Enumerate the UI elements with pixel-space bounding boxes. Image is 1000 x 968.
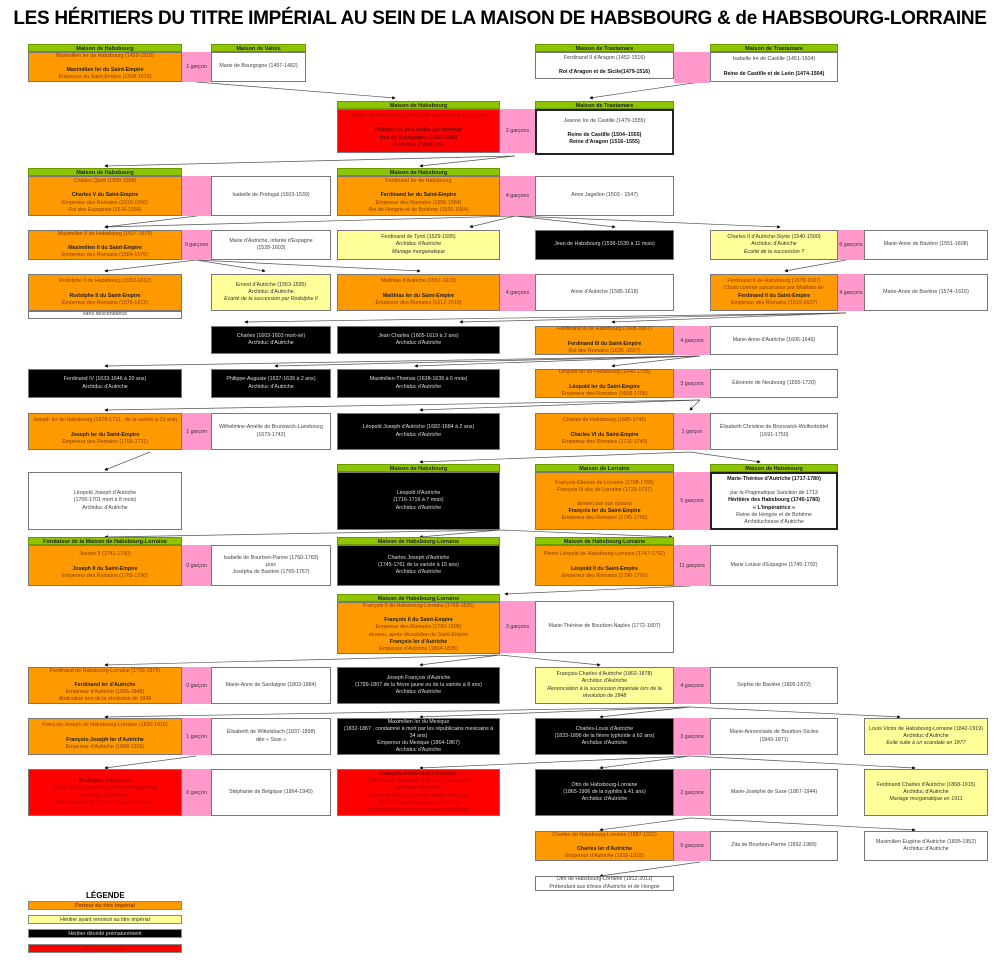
title: Archiduc d'Autriche xyxy=(248,383,294,390)
node-marie-louise-espagne xyxy=(710,545,838,586)
birth-name: Charles (1603-1603 mort-né) xyxy=(236,332,306,339)
title: Archiduc d'Autriche xyxy=(248,340,294,346)
birth-name: Léopold d'Autriche xyxy=(396,490,441,497)
regnal-name: Ferdinand III du Saint-Empire xyxy=(567,340,642,347)
dates: (1691-1750) xyxy=(759,431,789,438)
birth-name: Ernest d'Autriche (1553-1595) xyxy=(235,281,307,288)
house-header: Maison de Habsbourg xyxy=(337,101,500,109)
children-count-blank xyxy=(674,52,710,83)
regnal-name: Maximilien II du Saint-Empire xyxy=(68,245,142,251)
node-elisabeth-christine xyxy=(710,413,838,450)
title: Archiduc d'Autriche xyxy=(903,732,949,739)
spouse-name: Marie-Anne de Sardaigne (1803-1884) xyxy=(225,681,317,688)
title: Roi de Hongrie et de Bohême (1526-1564) xyxy=(368,206,469,213)
dates: (1799-1807 de la fièvre jaune ou de la variole à 8 ans) xyxy=(355,681,482,688)
spouse-name: Isabelle de Bourbon-Parme (1760-1763) xyxy=(223,554,319,561)
birth-name: Joseph Ier de Habsbourg (1678-1711 , de la variole à 33 ans) xyxy=(32,417,178,424)
title: Empereur des Romains (1556-1564) xyxy=(375,199,462,206)
regnal-name: François-Joseph Ier d'Autriche xyxy=(66,736,144,743)
title: Empereur d'Autriche (1835-1848) xyxy=(65,689,145,696)
node-ferdinand-iv xyxy=(28,369,182,398)
regnal-name: Rodolphe II du Saint-Empire xyxy=(69,292,141,299)
node-leopold-joseph-1700 xyxy=(28,472,182,530)
title: Empereur des Romains (1576-1612) xyxy=(62,299,148,306)
birth-name: Louis Victor de Habsbourg-Lorraine (1842-1919) xyxy=(869,725,983,732)
title: Archiduc d'Autriche xyxy=(248,288,294,295)
birth-name: Charles Quint (1500-1558) xyxy=(73,178,137,185)
title: Empereur des Romains (1658-1705) xyxy=(561,390,648,397)
node-marie-anne-baviere-1574 xyxy=(864,274,988,311)
node-charles-1603 xyxy=(211,326,331,354)
note: Abdication lors de la révolution de 1848 xyxy=(58,696,152,703)
birth-name: Léopold Ier de Habsbourg (1640-1705) xyxy=(558,369,651,376)
regnal-name: Charles V du Saint-Empire xyxy=(71,192,139,199)
descendant-note: sans descendance xyxy=(28,311,182,319)
birth-name: Rodolphe II de Habsbourg (1552-1612) xyxy=(58,278,152,285)
house-header: Maison de Habsbourg xyxy=(337,168,500,176)
title: Archiduc d'Autriche xyxy=(903,846,949,852)
title: Archiduc d'Autriche xyxy=(395,569,442,576)
title: Reine de Hongrie et de Bohême xyxy=(736,511,812,518)
title: Archiduc d'Autriche xyxy=(395,340,442,346)
birth-name: Charles de Habsbourg-Lorraine (1887-1922) xyxy=(552,831,657,838)
children-count: 3 garçons xyxy=(674,718,710,755)
spouse-name: Isabelle de Portugal (1503-1539) xyxy=(232,192,310,199)
birth-name: Joseph II (1741-1790) xyxy=(79,551,131,558)
birth-name: Joseph François d'Autriche xyxy=(386,674,451,681)
node-maximilien-eugene xyxy=(864,831,988,861)
title: Archiduc d'Autriche xyxy=(903,788,949,795)
dates: (1528-1603) xyxy=(256,245,286,251)
children-count: 1 garçon xyxy=(182,413,211,450)
legend-title: LÉGENDE xyxy=(86,891,125,900)
node-ernest-autriche xyxy=(211,274,331,311)
title: Archiduc d'Autriche xyxy=(82,792,128,799)
title: Archiduchesse d'Autriche xyxy=(744,518,804,525)
dates: (1863-1914 assassiné à 50 ans à Sarajevo) xyxy=(367,778,470,785)
birth-name: Charles-Louis d'Autriche xyxy=(575,725,634,732)
node-otto-1912 xyxy=(535,876,674,891)
spouse-name: Josépha de Bavière (1765-1767) xyxy=(232,569,310,576)
birth-name: Charles II d'Autriche-Styrie (1540-1590) xyxy=(727,234,821,241)
regnal-name: Philippe Ier de Castille par mariage xyxy=(374,127,463,134)
house-header: Maison de Valois xyxy=(211,44,306,52)
spouse-name: Marie-Anne de Bavière (1551-1608) xyxy=(883,241,969,248)
note: Son mariage morganatique écarte xyxy=(378,799,459,806)
nickname: « L'Impératrice » xyxy=(753,504,795,511)
house-header: Maison de Habsbourg xyxy=(28,168,182,176)
children-count: 0 garçon xyxy=(182,769,211,816)
spouse-name: Wilhelmine-Amélie de Brunswick-Lunebourg xyxy=(219,424,323,431)
title: Archiduc d'Autriche xyxy=(82,383,128,390)
node-maximilien-ii xyxy=(28,230,182,260)
title: Archiduc d'Autriche xyxy=(395,689,442,696)
node-joseph-i xyxy=(28,413,182,450)
title: Empereur d'Autriche (1848-1916) xyxy=(65,743,145,750)
title: Empereur d'Autriche (1916-1918) xyxy=(565,853,644,860)
title: Empereur du Saint-Empire (1508-1519) xyxy=(58,74,152,81)
chart-title: LES HÉRITIERS DU TITRE IMPÉRIAL AU SEIN DE LA MAISON DE HABSBOURG & de HABSBOURG-LORRAINE xyxy=(13,8,987,29)
birth-name: Ferdinand Ier de Habsbourg xyxy=(385,178,452,185)
dates: (1673-1742) xyxy=(256,431,286,438)
node-charles-louis xyxy=(535,718,674,755)
note: devenu, après dissolution du Saint-Empire xyxy=(368,631,469,638)
title: Archiduc d'Autriche xyxy=(395,383,442,390)
spouse-name: Anne d'Autriche (1585-1618) xyxy=(570,288,639,295)
birth-name: Ferdinand de Tyrol (1529-1595) xyxy=(381,234,456,241)
node-wilhelmine-amelie xyxy=(211,413,331,450)
regnal-name: Léopold II du Saint-Empire xyxy=(570,565,639,572)
birth-name: Charles Joseph d'Autriche xyxy=(387,554,450,561)
children-count: 4 garçons xyxy=(838,274,864,311)
spouse-name: Marie-Anne d'Autriche (1606-1646) xyxy=(732,336,816,343)
birth-name: François-Joseph de Habsbourg-Lorraine (1830-1916) xyxy=(42,722,168,729)
children-count: 2 garçons xyxy=(500,109,535,153)
regnal-name: Ferdinand II du Saint-Empire xyxy=(737,292,811,299)
node-francois-i xyxy=(535,464,674,530)
node-marie-autriche-infante xyxy=(211,230,331,260)
node-charles-ii-styrie xyxy=(710,230,838,260)
note: Mariage morganatique en 1911 xyxy=(889,796,963,803)
house-header: Maison de Trastamare xyxy=(535,44,674,52)
regnal-name: François Ier d'Autriche xyxy=(389,638,448,645)
regnal-name: Charles Ier d'Autriche xyxy=(577,846,632,852)
title: Empereur des Romains (1519-1556) xyxy=(62,199,148,206)
node-eleonore-neubourg xyxy=(710,369,838,398)
node-francois-ii xyxy=(337,594,500,654)
note: Mariage morganatique xyxy=(392,248,445,255)
title: Archiduc d'Autriche xyxy=(82,504,128,511)
title: François III duc de Lorraine (1729-1737) xyxy=(557,486,652,493)
note: Exilé suite à un scandale en 1877 xyxy=(886,740,966,747)
spouse-name: Élisabeth de Wittelsbach (1837-1898) xyxy=(226,729,316,736)
birth-name: Maximilien Eugène d'Autriche (1895-1952) xyxy=(876,838,976,845)
title: Empereur des Romains (1711-1740) xyxy=(561,438,648,445)
node-rodolphe-mayerling xyxy=(28,769,182,816)
node-leopold-i xyxy=(535,369,674,398)
node-francois-ferdinand xyxy=(337,769,500,816)
children-count: 4 garçons xyxy=(674,667,710,704)
node-marie-therese xyxy=(710,464,838,530)
birth-name: François-Charles d'Autriche (1802-1878) xyxy=(556,671,653,678)
legend-item-died-early: Héritier décédé prématurément xyxy=(28,929,182,938)
node-philippe-le-beau xyxy=(337,101,500,153)
spouse-name: Sophie de Bavière (1805-1872) xyxy=(737,681,811,688)
spouse-name: Anne Jagellon (1503 - 1547) xyxy=(571,192,638,199)
title: Empereur des Romains (1612-1619) xyxy=(375,299,462,306)
title: Prétendant aux trônes d'Autriche et de Hongrie xyxy=(549,883,660,890)
node-marie-de-bourgogne xyxy=(211,44,306,82)
birth-name: Isabelle Ire de Castille (1451-1504) xyxy=(732,56,816,63)
birth-name: Rodolphe d'Autriche xyxy=(79,778,131,785)
children-count: 1 garçon xyxy=(182,718,211,755)
title: Empereur des Romains (1705-1711) xyxy=(62,438,148,445)
title: Reine d'Aragon (1516–1555) xyxy=(569,139,640,146)
children-count: 11 garçons xyxy=(674,545,710,586)
birth-name: Ferdinand IV (1633-1646 à 20 ans) xyxy=(63,376,147,383)
birth-name: François-Étienne de Lorraine (1708-1765) xyxy=(555,479,654,486)
note: puis xyxy=(266,561,276,568)
node-ferdinand-ii-aragon xyxy=(535,44,674,79)
birth-name: Ferdinand de Habsbourg-Lorraine (1793-1875) xyxy=(49,667,161,674)
birth-name: Léopold Joseph d'Autriche xyxy=(73,490,137,497)
regnal-name: Matthias Ier du Saint-Empire xyxy=(382,292,455,299)
node-charles-i-autriche xyxy=(535,831,674,861)
house-header: Maison de Habsbourg-Lorraine xyxy=(535,537,674,545)
node-jean-habsbourg xyxy=(535,230,674,260)
children-count: 0 garçon xyxy=(182,545,211,586)
title: Empereur des Romains (1765-1790) xyxy=(62,572,148,579)
title: Archiduc d'Autriche xyxy=(581,740,628,747)
title: Héritière des Habsbourg (1740-1780) xyxy=(728,497,820,504)
dates: (1858-1889 assassiné à 30 ans à Mayerling) xyxy=(52,785,158,792)
birth-name: Ferdinand II de Habsbourg (1578-1637) xyxy=(727,278,821,285)
birth-name: Maximilien II de Habsbourg (1527-1576) xyxy=(57,230,153,237)
title: Roi des Espagnes (1516-1556) xyxy=(68,206,142,213)
house-header: Maison de Trastamare xyxy=(710,44,838,52)
title: Archiduc d'Autriche xyxy=(395,504,442,511)
birth-name: Jean Charles (1605-1619 à 2 ans) xyxy=(378,332,459,339)
title: Archiduc d'Autriche xyxy=(393,141,444,148)
house-header: Maison de Habsbourg xyxy=(710,464,838,472)
legend-item-assassinated: Héritier assassiné xyxy=(28,944,182,953)
dates: (1843-1871) xyxy=(759,736,789,743)
node-leopold-1716 xyxy=(337,464,500,530)
children-count-blank xyxy=(182,176,211,216)
title: Archiduc d'Autriche xyxy=(751,241,797,248)
spouse-name: Marie-Josèphe de Saxe (1867-1944) xyxy=(730,788,818,795)
birth-name: Jeanne Ire de Castille (1479-1555) xyxy=(563,117,646,124)
title: Reine de Castille (1504–1555) xyxy=(567,132,642,138)
spouse-name: Stéphanie de Belgique (1864-1945) xyxy=(229,788,313,795)
node-joseph-ii xyxy=(28,537,182,586)
dates: (1832-1867 , condamné à mort par les républicains mexicains à xyxy=(343,725,494,732)
regnal-name: Ferdinand Ier d'Autriche xyxy=(74,681,136,688)
regnal-name: Joseph Ier du Saint-Empire xyxy=(70,431,140,438)
dates: 34 ans) xyxy=(409,732,428,739)
children-count: 3 garçons xyxy=(500,601,535,653)
note: devenu par son épouse xyxy=(576,501,633,507)
regnal-name: Maximilien Ier du Saint-Empire xyxy=(66,67,144,73)
note: Choisi comme successeur par Matthias Ier xyxy=(723,285,825,292)
node-anne-jagellon xyxy=(535,176,674,216)
spouse-name: Marie d'Autriche, infante d'Espagne xyxy=(229,237,313,244)
title: Archiduc d'Autriche xyxy=(581,796,628,803)
regnal-name: Charles VI du Saint-Empire xyxy=(570,431,639,438)
node-marie-josephe-saxe xyxy=(710,769,838,816)
birth-name: François II de Habsbourg-Lorraine (1768-1835) xyxy=(362,603,474,610)
children-count: 9 garçons xyxy=(182,230,211,260)
node-marie-anne-baviere-1551 xyxy=(864,230,988,260)
birth-name: Matthias d'Autriche (1557-1619) xyxy=(380,278,457,285)
spouse-name: Zita de Bourbon-Parme (1892-1989) xyxy=(731,842,817,849)
node-charles-joseph xyxy=(337,537,500,586)
children-count: 5 garçons xyxy=(674,472,710,530)
title: Empereur des Romains (1619-1637) xyxy=(731,299,817,306)
node-isabelle-bourbon-parme xyxy=(211,545,331,586)
node-louis-victor xyxy=(864,718,988,755)
legend-item-renounced: Héritier ayant renoncé au titre impérial xyxy=(28,915,182,924)
node-isabelle-portugal xyxy=(211,176,331,216)
spouse-name: Marie-Annonciade de Bourbon-Siciles xyxy=(729,729,819,736)
node-rodolphe-ii xyxy=(28,274,182,319)
nickname: dite « Sissi » xyxy=(255,736,287,743)
spouse-name: Marie-Anne de Bavière (1574–1616) xyxy=(883,288,969,295)
title: Roi des Romains (1636 -1657) xyxy=(568,347,641,354)
spouse-name: Éléonore de Neubourg (1655-1720) xyxy=(732,379,816,386)
regnal-name: Joseph II du Saint-Empire xyxy=(72,565,138,572)
title: Prince héritier de l'Empire austro-hongrois xyxy=(369,792,468,799)
note: sa descendance de la succession impériale xyxy=(367,806,470,813)
node-philippe-auguste xyxy=(211,369,331,398)
legend-item-emperor: Porteur du titre impérial xyxy=(28,901,182,910)
title: Empereur des Romains (1790-1792) xyxy=(561,572,648,579)
children-count: 4 garçons xyxy=(500,274,535,311)
dates: (1700-1701 mort à 8 mois) xyxy=(73,497,137,504)
birth-name: François-Ferdinand d'Autriche xyxy=(380,771,457,778)
birth-name: Marie-Thérèse d'Autriche (1717-1780) xyxy=(727,476,821,482)
node-zita xyxy=(710,831,838,861)
spouse-name: Marie de Bourgogne (1457-1482) xyxy=(219,63,298,70)
note: révolution de 1848 xyxy=(582,692,627,699)
house-header: Maison de Habsbourg xyxy=(28,44,182,52)
title: Empereur du Mexique (1864-1867) xyxy=(377,740,460,747)
title: Archiduc d'Autriche xyxy=(395,785,442,792)
spouse-name: Marie-Thérèse de Bourbon-Naples (1772-1807) xyxy=(548,623,661,630)
node-ferdinand-iii xyxy=(535,326,674,355)
dates: (1833-1896 de la fièvre typhoïde à 62 ans) xyxy=(554,732,655,739)
title: Empereur des Romains (1564-1576) xyxy=(62,252,148,259)
dates: (1716-1716 à 7 mois) xyxy=(393,497,444,504)
title: Prince héritier de l'Empire austro-hongrois xyxy=(55,799,155,806)
children-count: 3 garçons xyxy=(674,369,710,398)
birth-name: Maximilien-Thomas (1638-1639 à 6 mois) xyxy=(369,376,468,383)
node-francois-joseph xyxy=(28,718,182,755)
node-anne-autriche-1585 xyxy=(535,274,674,311)
house-header: Fondateur de la Maison de Habsbourg-Lorraine xyxy=(28,537,182,545)
node-marie-therese-naples xyxy=(535,601,674,653)
title: Archiduc d'Autriche xyxy=(395,241,442,248)
house-header: Maison de Habsbourg-Lorraine xyxy=(337,594,500,602)
birth-name: Léopold Joseph d'Autriche (1682-1684 à 2 ans) xyxy=(362,424,475,431)
title: Empereur d'Autriche (1804-1835) xyxy=(379,645,458,652)
regnal-name: François Ier du Saint-Empire xyxy=(568,508,641,515)
node-jean-charles xyxy=(337,326,500,354)
node-matthias xyxy=(337,274,500,311)
birth-name: Ferdinand II d'Aragon (1452-1516) xyxy=(563,54,646,61)
house-header: Maison de Trastamare xyxy=(535,101,674,109)
title: Archiduc d'Autriche xyxy=(395,747,442,754)
node-sissi xyxy=(211,718,331,755)
spouse-name: Marie Louise d'Espagne (1745-1792) xyxy=(730,561,818,568)
title: Archiduc d'Autriche xyxy=(395,431,442,438)
birth-name: Maximilien Ier du Mexique xyxy=(387,718,450,725)
birth-name: Otto de Habsbourg-Lorraine xyxy=(571,781,638,788)
birth-name: Pierre-Léopold de Habsbourg-Lorraine (1747-1792) xyxy=(543,551,666,558)
birth-name: Otto de Habsbourg-Lorraine (1912-2011) xyxy=(556,876,653,883)
note: Renonciation à la succession impériale lors de la xyxy=(547,685,662,692)
node-marie-anne-sardaigne xyxy=(211,667,331,704)
node-marie-annonciade xyxy=(710,718,838,755)
title: Roi d'Aragon et de Sicile(1479-1516) xyxy=(558,69,651,76)
house-header: Maison de Lorraine xyxy=(535,464,674,472)
title: Empereur des Romains (1745-1765) xyxy=(561,515,648,522)
node-stephanie-belgique xyxy=(211,769,331,816)
house-header: Maison de Habsbourg xyxy=(337,464,500,472)
node-francois-charles xyxy=(535,667,674,704)
node-leopold-ii xyxy=(535,537,674,586)
birth-name: Charles de Habsbourg (1685-1740) xyxy=(562,417,647,424)
node-otto-1865 xyxy=(535,769,674,816)
title: Reine de Castille et de León (1474-1504) xyxy=(723,70,825,77)
node-ferdinand-i-autriche xyxy=(28,667,182,704)
children-count: 5 garçons xyxy=(674,831,710,861)
node-leopold-joseph-1682 xyxy=(337,413,500,450)
spouse-name: Élisabeth Christine de Brunswick-Wolfenbüttel xyxy=(719,424,829,431)
birth-name: Philippe-Auguste (1637-1639 à 2 ans) xyxy=(226,376,316,383)
dates: (1865-1906 de la syphilis à 41 ans) xyxy=(563,788,646,795)
children-count: 1 garçon xyxy=(182,52,211,82)
node-maximilien-i xyxy=(28,44,182,82)
node-ferdinand-i xyxy=(337,168,500,216)
birth-name: Ferdinand III de Habsbourg (1608-1657) xyxy=(557,326,652,333)
node-ferdinand-ii xyxy=(710,274,838,311)
note: par la Pragmatique Sanction de 1713 xyxy=(730,490,818,497)
regnal-name: Ferdinand Ier du Saint-Empire xyxy=(380,192,457,199)
node-charles-vi xyxy=(535,413,674,450)
children-count: 0 garçon xyxy=(182,667,211,704)
regnal-name: François II du Saint-Empire xyxy=(384,617,453,624)
birth-name: Philippe de Habsbourg (1478-1506 empoisonné ? à 28 ans) xyxy=(348,113,489,120)
birth-name: Jean de Habsbourg (1538-1539 à 11 mois) xyxy=(554,241,655,248)
node-jeanne-castille xyxy=(535,101,674,155)
children-count: 6 garçons xyxy=(838,230,864,260)
birth-name: Maximilien Ier de Habsbourg (1459-1519) xyxy=(56,52,154,59)
house-header: Maison de Habsbourg-Lorraine xyxy=(337,537,500,545)
children-count: 4 garçons xyxy=(674,326,710,355)
children-count: 2 garçons xyxy=(674,769,710,816)
node-ferdinand-charles xyxy=(864,769,988,816)
title: Archiduc d'Autriche xyxy=(581,678,628,685)
node-sophie-baviere xyxy=(710,667,838,704)
title: Duc de Bourgogne (1482-1506) xyxy=(379,134,458,141)
children-count: 1 garçon xyxy=(674,413,710,450)
dates: (1745-1761 de la variole à 15 ans) xyxy=(378,561,459,568)
note: Écarté de la succession ? xyxy=(743,248,805,255)
node-joseph-francois xyxy=(337,667,500,704)
birth-name: Ferdinand Charles d'Autriche (1868-1915) xyxy=(876,781,976,788)
node-marie-anne-autriche xyxy=(710,326,838,355)
title: Empereur des Romains (1792-1806) xyxy=(375,624,462,631)
children-count: 4 garçons xyxy=(500,176,535,216)
node-ferdinand-tyrol xyxy=(337,230,500,260)
node-maximilien-thomas xyxy=(337,369,500,398)
node-isabelle-castille xyxy=(710,44,838,82)
regnal-name: Léopold Ier du Saint-Empire xyxy=(569,383,640,390)
node-charles-quint xyxy=(28,168,182,216)
note: Écarté de la succession par Rodolphe II xyxy=(224,296,318,303)
node-maximilien-mexique xyxy=(337,718,500,755)
